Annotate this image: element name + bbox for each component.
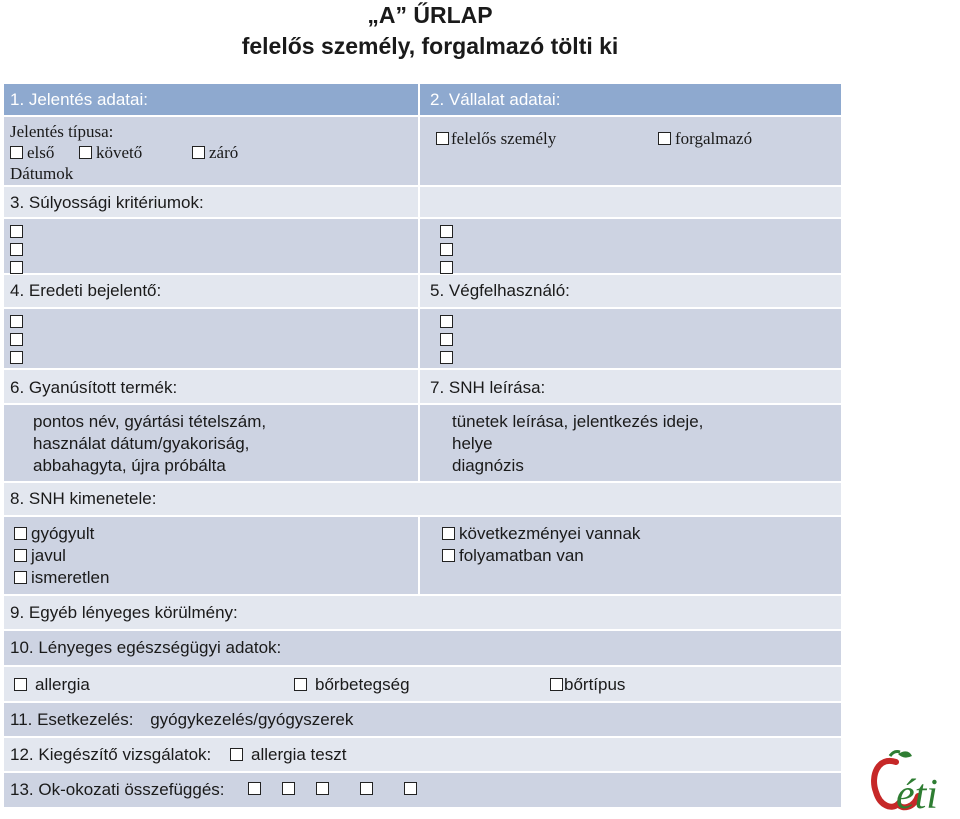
product-detail-row — [4, 405, 841, 483]
distributor-option[interactable] — [658, 129, 752, 149]
closing-checkbox[interactable] — [192, 146, 205, 159]
distributor-label: forgalmazó — [675, 129, 753, 148]
skin-type-label: bőrtípus — [564, 675, 626, 694]
outcome-option-unknown[interactable] — [14, 567, 412, 589]
report-type-row — [4, 117, 841, 187]
suspected-product-label: 6. Gyanúsított termék: — [4, 370, 420, 403]
end-user-label: 5. Végfelhasználó: — [430, 281, 570, 300]
health-data-row — [4, 631, 841, 667]
snh-outcome-label: 8. SNH kimenetele: — [10, 489, 157, 508]
severity-left-checkboxes — [4, 219, 420, 273]
causality-row — [4, 773, 841, 809]
reporter-checkboxes — [4, 309, 420, 368]
severity-checkbox-4[interactable] — [440, 225, 453, 238]
treatment-label: 11. Esetkezelés: — [10, 710, 134, 729]
treatment-row — [4, 703, 841, 738]
unknown-label: ismeretlen — [31, 568, 110, 587]
snh-description-text — [420, 405, 841, 481]
consequences-label: következményei vannak — [459, 524, 641, 543]
oeti-logo — [868, 748, 956, 814]
dates-label: Dátumok — [10, 164, 74, 183]
causality-checkbox-1[interactable] — [248, 782, 261, 795]
causality-checkbox-2[interactable] — [282, 782, 295, 795]
report-type-followup-option[interactable] — [79, 142, 142, 163]
healed-checkbox[interactable] — [14, 527, 27, 540]
report-type-cell — [4, 117, 420, 185]
causality-cell — [4, 773, 841, 807]
followup-checkbox[interactable] — [79, 146, 92, 159]
company-type-cell — [420, 117, 841, 185]
product-header-row — [4, 370, 841, 405]
ongoing-label: folyamatban van — [459, 546, 584, 565]
report-data-header: 1. Jelentés adatai: — [4, 84, 420, 115]
end-user-checkbox-1[interactable] — [440, 315, 453, 328]
product-detail-line: abbahagyta, újra próbálta — [33, 456, 226, 475]
report-type-closing-option[interactable] — [192, 142, 238, 163]
allergy-option[interactable] — [14, 675, 90, 695]
severity-right-checkboxes — [420, 219, 841, 273]
health-options — [4, 667, 841, 701]
causality-checkbox-5[interactable] — [404, 782, 417, 795]
allergy-checkbox[interactable] — [14, 678, 27, 691]
consequences-checkbox[interactable] — [442, 527, 455, 540]
outcome-left-options — [4, 517, 420, 594]
skin-disease-option[interactable] — [294, 675, 410, 695]
outcome-right-options — [420, 517, 841, 594]
form-title: „A” ŰRLAP — [367, 2, 493, 28]
product-detail-line: pontos név, gyártási tételszám, — [33, 412, 267, 431]
reporter-checkbox-row — [4, 309, 841, 370]
allergy-test-label: allergia teszt — [251, 745, 347, 764]
snh-description-line: tünetek leírása, jelentkezés ideje, — [452, 412, 704, 431]
report-type-label: Jelentés típusa: — [10, 122, 114, 141]
severity-checkbox-6[interactable] — [440, 261, 453, 274]
severity-checkbox-row — [4, 219, 841, 275]
severity-header-row — [4, 187, 841, 219]
form-subtitle: felelős személy, forgalmazó tölti ki — [241, 33, 619, 59]
causality-label: 13. Ok-okozati összefüggés: — [10, 780, 225, 799]
end-user-checkbox-2[interactable] — [440, 333, 453, 346]
snh-description-line: helye — [452, 434, 493, 453]
causality-checkbox-4[interactable] — [360, 782, 373, 795]
allergy-test-option[interactable] — [230, 745, 346, 764]
additional-tests-row — [4, 738, 841, 773]
ongoing-checkbox[interactable] — [442, 549, 455, 562]
report-form — [4, 84, 841, 809]
outcome-option-consequences[interactable] — [442, 523, 835, 545]
severity-checkbox-5[interactable] — [440, 243, 453, 256]
severity-checkbox-2[interactable] — [10, 243, 23, 256]
original-reporter-label: 4. Eredeti bejelentő: — [4, 275, 420, 307]
outcome-option-healed[interactable] — [14, 523, 412, 545]
unknown-checkbox[interactable] — [14, 571, 27, 584]
closing-label: záró — [209, 143, 239, 162]
reporter-checkbox-2[interactable] — [10, 333, 23, 346]
report-type-options — [10, 142, 412, 163]
responsible-person-label: felelős személy — [451, 129, 557, 148]
responsible-person-option[interactable] — [436, 129, 556, 149]
apple-logo-icon — [868, 748, 956, 814]
followup-label: követő — [96, 143, 143, 162]
treatment-cell — [4, 703, 841, 736]
additional-tests-cell — [4, 738, 841, 771]
improving-checkbox[interactable] — [14, 549, 27, 562]
reporter-checkbox-3[interactable] — [10, 351, 23, 364]
skin-type-checkbox[interactable] — [550, 678, 563, 691]
distributor-checkbox[interactable] — [658, 132, 671, 145]
snh-description-line: diagnózis — [452, 456, 524, 475]
reporter-checkbox-1[interactable] — [10, 315, 23, 328]
treatment-value: gyógykezelés/gyógyszerek — [150, 710, 354, 729]
health-data-label: 10. Lényeges egészségügyi adatok: — [10, 638, 282, 657]
end-user-checkbox-3[interactable] — [440, 351, 453, 364]
allergy-label: allergia — [35, 675, 90, 694]
health-options-row — [4, 667, 841, 703]
severity-checkbox-1[interactable] — [10, 225, 23, 238]
skin-disease-checkbox[interactable] — [294, 678, 307, 691]
causality-checkbox-3[interactable] — [316, 782, 329, 795]
end-user-checkboxes — [420, 309, 841, 368]
severity-checkbox-3[interactable] — [10, 261, 23, 274]
additional-tests-label: 12. Kiegészítő vizsgálatok: — [10, 745, 212, 764]
allergy-test-checkbox[interactable] — [230, 748, 243, 761]
responsible-person-checkbox[interactable] — [436, 132, 449, 145]
product-detail-line: használat dátum/gyakoriság, — [33, 434, 250, 453]
other-circumstance-row — [4, 596, 841, 631]
report-type-first-option[interactable] — [10, 142, 54, 163]
company-data-header: 2. Vállalat adatai: — [430, 90, 561, 109]
section-header-row — [4, 84, 841, 117]
reporter-header-row — [4, 275, 841, 309]
skin-disease-label: bőrbetegség — [315, 675, 410, 694]
severity-label: 3. Súlyossági kritériumok: — [4, 187, 420, 217]
other-circumstance-label: 9. Egyéb lényeges körülmény: — [10, 603, 238, 622]
outcome-option-ongoing[interactable] — [442, 545, 835, 567]
skin-type-option[interactable] — [550, 675, 625, 695]
healed-label: gyógyult — [31, 524, 95, 543]
outcome-header-row — [4, 483, 841, 517]
snh-description-label: 7. SNH leírása: — [430, 378, 546, 397]
outcome-options-row — [4, 517, 841, 596]
improving-label: javul — [31, 546, 66, 565]
outcome-option-improving[interactable] — [14, 545, 412, 567]
logo-text: éti — [896, 772, 938, 814]
product-detail-text — [4, 405, 420, 481]
first-checkbox[interactable] — [10, 146, 23, 159]
first-label: első — [27, 143, 55, 162]
